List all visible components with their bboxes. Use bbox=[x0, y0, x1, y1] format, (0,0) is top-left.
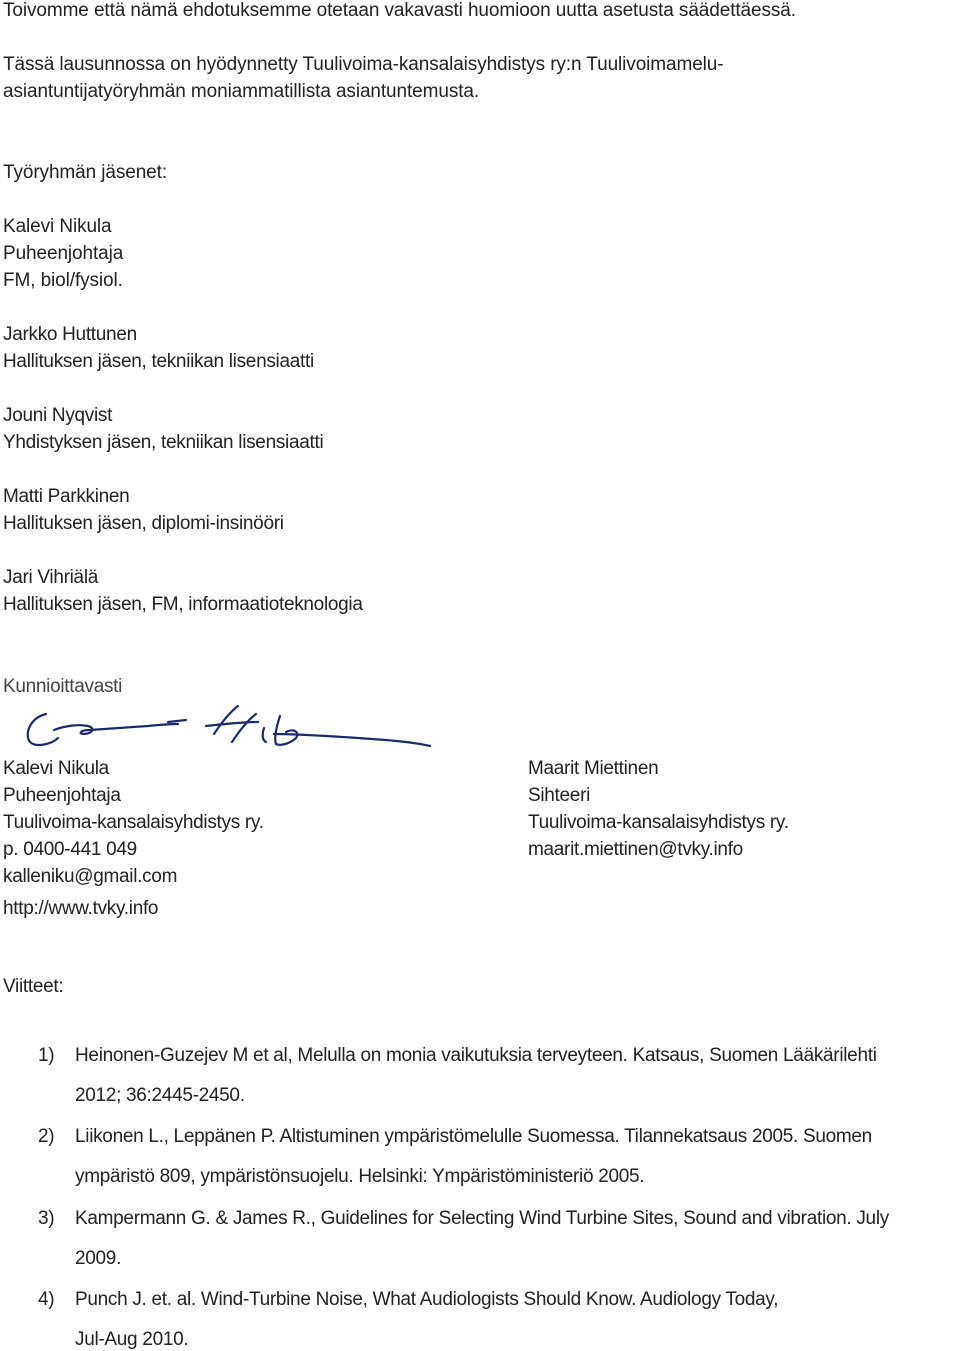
member-name: Kalevi Nikula bbox=[3, 216, 112, 237]
member-role: Puheenjohtaja bbox=[3, 243, 124, 264]
member-name: Matti Parkkinen bbox=[3, 486, 130, 507]
reference-number: 3) bbox=[38, 1208, 55, 1229]
members-heading: Työryhmän jäsenet: bbox=[3, 162, 168, 183]
signatory-org: Tuulivoima-kansalaisyhdistys ry. bbox=[3, 812, 264, 833]
reference-number: 1) bbox=[38, 1045, 55, 1066]
reference-text: Jul-Aug 2010. bbox=[75, 1329, 189, 1350]
reference-text: ympäristö 809, ympäristönsuojelu. Helsinki: Ympäristöministeriö 2005. bbox=[75, 1166, 645, 1187]
intro-line-2: Tässä lausunnossa on hyödynnetty Tuulivoima-kansalaisyhdistys ry:n Tuulivoimamelu- bbox=[3, 54, 724, 75]
reference-text: Liikonen L., Leppänen P. Altistuminen ympäristömelulle Suomessa. Tilannekatsaus 2005. Suomen bbox=[75, 1126, 872, 1147]
reference-number: 2) bbox=[38, 1126, 55, 1147]
member-role: Hallituksen jäsen, tekniikan lisensiaatti bbox=[3, 351, 314, 372]
member-role: Hallituksen jäsen, FM, informaatioteknologia bbox=[3, 594, 363, 615]
signatory-phone: p. 0400-441 049 bbox=[3, 839, 137, 860]
signatory-website-link[interactable]: http://www.tvky.info bbox=[3, 898, 159, 919]
signatory-name: Maarit Miettinen bbox=[528, 758, 659, 779]
reference-text: 2012; 36:2445-2450. bbox=[75, 1085, 245, 1106]
handwritten-signature bbox=[18, 700, 438, 758]
intro-line-1: Toivomme että nämä ehdotuksemme otetaan vakavasti huomioon uutta asetusta säädettäessä. bbox=[3, 0, 796, 21]
closing-text: Kunnioittavasti bbox=[3, 676, 123, 697]
member-role: Yhdistyksen jäsen, tekniikan lisensiaatti bbox=[3, 432, 324, 453]
signatory-email-link[interactable]: kalleniku@gmail.com bbox=[3, 866, 178, 887]
reference-text: Heinonen-Guzejev M et al, Melulla on monia vaikutuksia terveyteen. Katsaus, Suomen Lääkärilehti bbox=[75, 1045, 877, 1066]
intro-line-3: asiantuntijatyöryhmän moniammatillista asiantuntemusta. bbox=[3, 81, 480, 102]
signatory-title: Puheenjohtaja bbox=[3, 785, 121, 806]
references-heading: Viitteet: bbox=[3, 976, 64, 997]
reference-text: 2009. bbox=[75, 1248, 122, 1269]
signatory-org: Tuulivoima-kansalaisyhdistys ry. bbox=[528, 812, 789, 833]
reference-text: Kampermann G. & James R., Guidelines for Selecting Wind Turbine Sites, Sound and vibration. July bbox=[75, 1208, 889, 1229]
member-extra: FM, biol/fysiol. bbox=[3, 270, 123, 291]
member-name: Jouni Nyqvist bbox=[3, 405, 113, 426]
signatory-email-link[interactable]: maarit.miettinen@tvky.info bbox=[528, 839, 743, 860]
signatory-title: Sihteeri bbox=[528, 785, 591, 806]
signatory-name: Kalevi Nikula bbox=[3, 758, 109, 779]
member-name: Jarkko Huttunen bbox=[3, 324, 137, 345]
reference-text: Punch J. et. al. Wind-Turbine Noise, What Audiologists Should Know. Audiology Today, bbox=[75, 1289, 779, 1310]
member-name: Jari Vihriälä bbox=[3, 567, 99, 588]
reference-number: 4) bbox=[38, 1289, 55, 1310]
member-role: Hallituksen jäsen, diplomi-insinööri bbox=[3, 513, 284, 534]
